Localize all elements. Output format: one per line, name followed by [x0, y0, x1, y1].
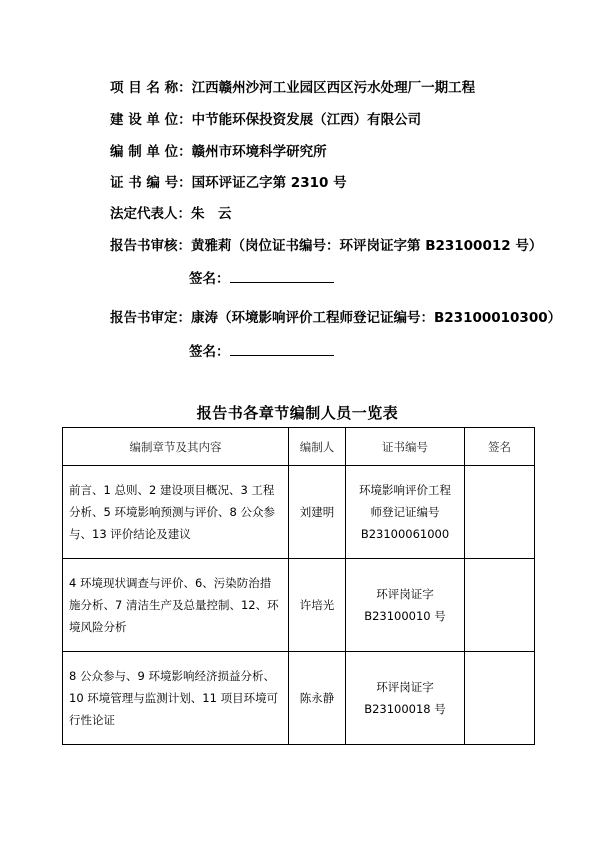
info-value: 朱 云: [191, 206, 232, 222]
table-row: [63, 559, 535, 652]
table-row: [63, 466, 535, 559]
info-label: 报告书审核：: [110, 238, 191, 254]
cell-chapter-content: 前言、1 总则、2 建设项目概况、3 工程分析、5 环境影响预测与评价、8 公众参与、13 评价结论及建议: [63, 466, 289, 559]
cert-line: B23100010 号: [364, 609, 446, 623]
cell-certificate: [346, 652, 465, 745]
info-value: 国环评证乙字第 2310 号: [191, 175, 347, 191]
cell-chapter-content: 4 环境现状调查与评价、6、污染防治措施分析、7 清洁生产及总量控制、12、环境风险分析: [63, 559, 289, 652]
table-row: [63, 652, 535, 745]
info-label: 项 目 名 称：: [110, 80, 192, 96]
info-legal-representative: [110, 205, 232, 223]
info-value: 康涛（环境影响评价工程师登记证编号：B23100010300）: [191, 310, 562, 326]
signature-approver: [189, 341, 334, 361]
cell-signature: [465, 652, 535, 745]
staff-table: [62, 427, 535, 745]
cell-certificate: [346, 559, 465, 652]
signature-reviewer: [189, 268, 334, 288]
info-label: 编 制 单 位：: [110, 144, 192, 160]
info-report-reviewer: [110, 237, 542, 255]
info-value: 黄雅莉（岗位证书编号：环评岗证字第 B23100012 号）: [191, 238, 543, 254]
table-title: 报告书各章节编制人员一览表: [196, 404, 399, 422]
cert-line: 环评岗证字: [376, 680, 434, 694]
signature-blank: [230, 268, 334, 283]
signature-blank: [230, 341, 334, 356]
cell-compiler: 许培光: [289, 559, 346, 652]
cell-certificate: [346, 466, 465, 559]
signature-label: 签名：: [189, 271, 230, 287]
info-report-approver: [110, 309, 561, 327]
cell-chapter-content: 8 公众参与、9 环境影响经济损益分析、10 环境管理与监测计划、11 项目环境可行性论证: [63, 652, 289, 745]
cell-compiler: 陈永静: [289, 652, 346, 745]
cell-signature: [465, 559, 535, 652]
info-compiling-unit: [110, 143, 327, 161]
cert-line: 师登记证编号: [370, 505, 440, 519]
info-value: 赣州市环境科学研究所: [191, 144, 327, 160]
table-header-row: [63, 428, 535, 466]
cert-line: 环境影响评价工程: [359, 483, 451, 497]
info-certificate-number: [110, 174, 347, 192]
cell-compiler: 刘建明: [289, 466, 346, 559]
cert-line: B23100061000: [360, 527, 450, 541]
cert-line: 环评岗证字: [376, 587, 434, 601]
header-certificate-number: 证书编号: [346, 428, 465, 466]
header-compiler: 编制人: [289, 428, 346, 466]
info-label: 法定代表人：: [110, 206, 191, 222]
header-signature: 签名: [465, 428, 535, 466]
header-chapter-content: 编制章节及其内容: [63, 428, 289, 466]
info-value: 中节能环保投资发展（江西）有限公司: [191, 112, 422, 128]
signature-label: 签名：: [189, 344, 230, 360]
info-label: 证 书 编 号：: [110, 175, 192, 191]
info-label: 报告书审定：: [110, 310, 191, 326]
cell-signature: [465, 466, 535, 559]
info-construction-unit: [110, 111, 421, 129]
info-project-name: [110, 79, 475, 97]
cert-line: B23100018 号: [364, 702, 446, 716]
info-label: 建 设 单 位：: [110, 112, 192, 128]
info-value: 江西赣州沙河工业园区西区污水处理厂一期工程: [191, 80, 476, 96]
